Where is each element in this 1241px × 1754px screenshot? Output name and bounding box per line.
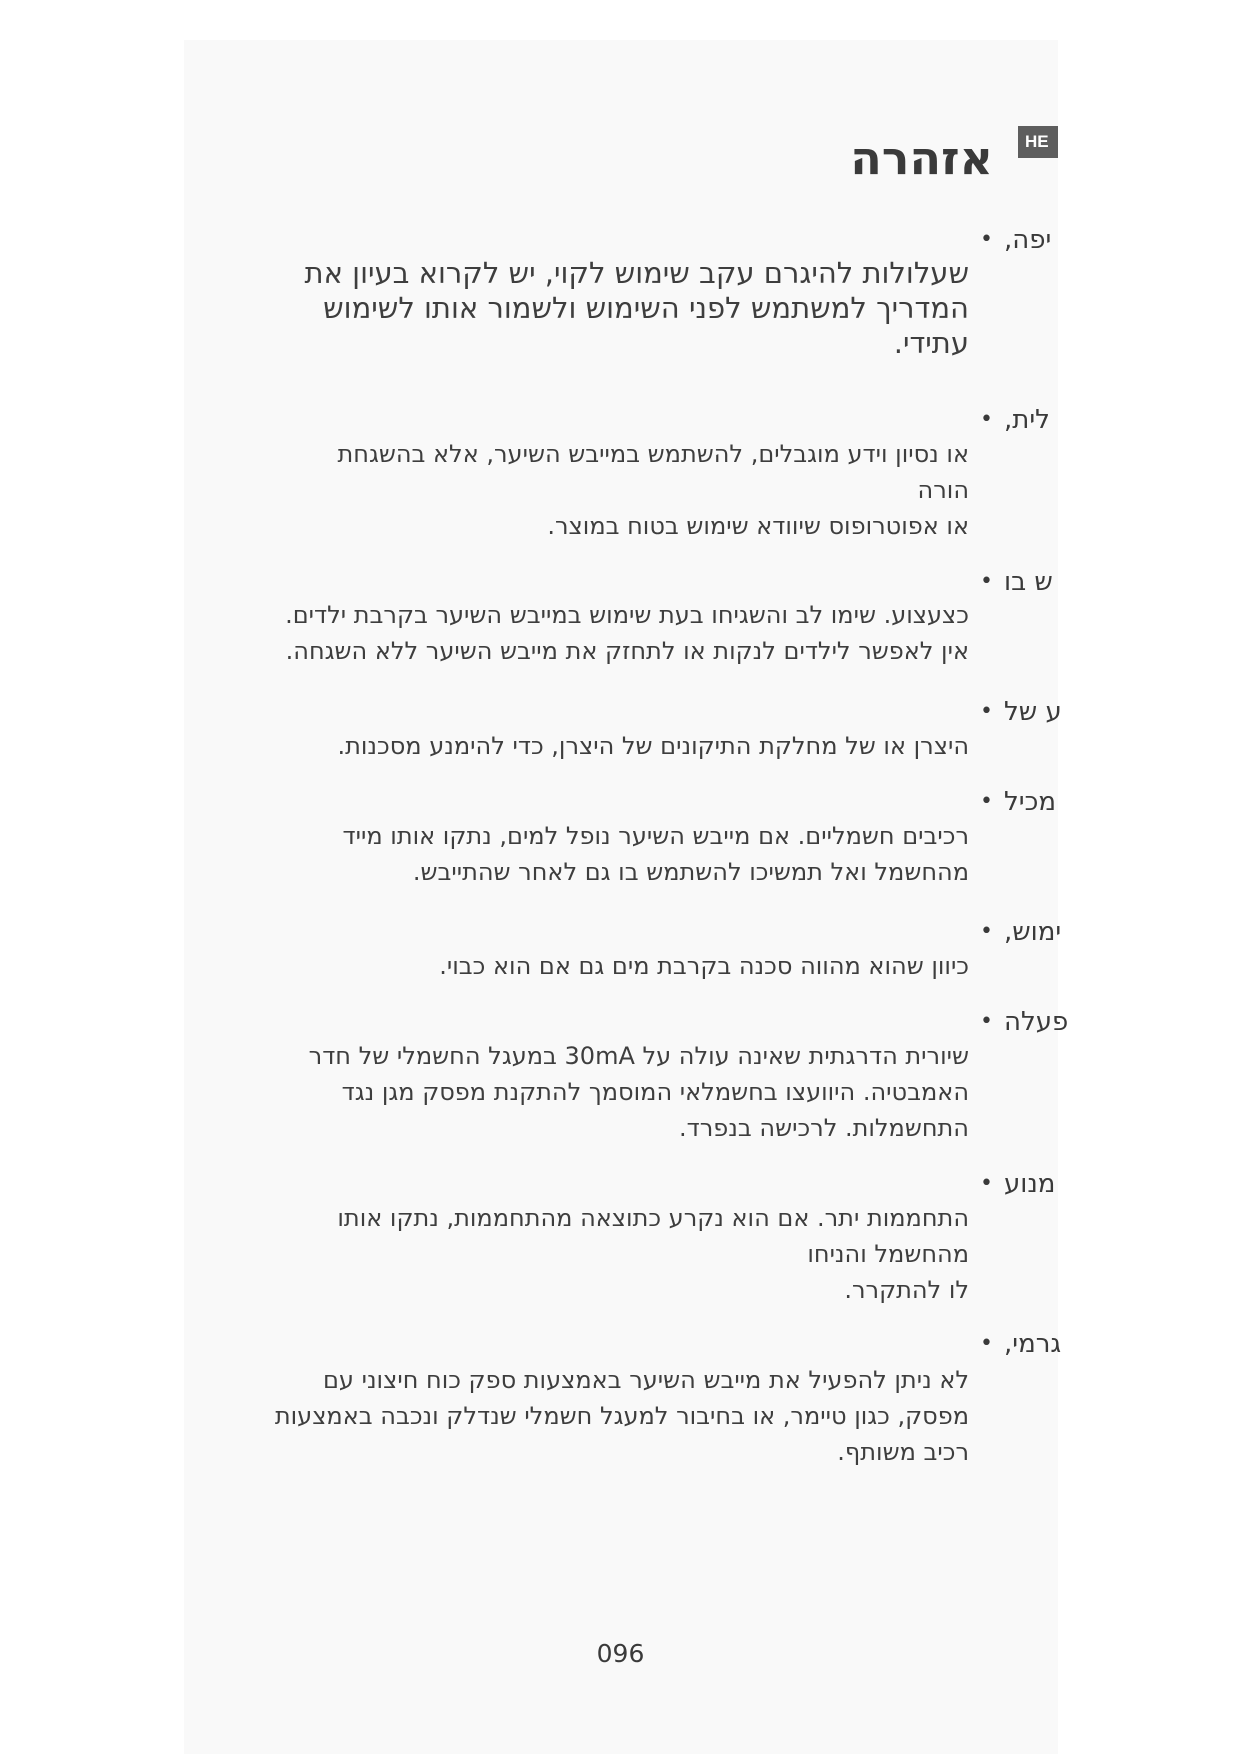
page-number: 096 xyxy=(596,1639,645,1668)
bullet-clipped-text: ע של xyxy=(1004,697,1062,727)
paragraph-line: לו להתקרר. xyxy=(844,1276,969,1304)
paragraph-line: שיורית הדרגתית שאינה עולה על 30mA במעגל החשמלי של חדר xyxy=(308,1042,969,1070)
bullet-item-3 xyxy=(980,564,1058,600)
bullet-clipped-text: יפה, xyxy=(1004,225,1052,255)
bullet-item-2 xyxy=(980,402,1058,438)
paragraph-line: היצרן או של מחלקת התיקונים של היצרן, כדי להימנע מסכנות. xyxy=(337,732,969,760)
warning-paragraph-2 xyxy=(337,436,969,544)
bullet-item-8 xyxy=(980,1166,1058,1202)
warning-paragraph-7 xyxy=(309,1038,969,1146)
paragraph-line: האמבטיה. היוועצו בחשמלאי המוסמך להתקנת מפסק מגן נגד xyxy=(341,1078,969,1106)
paragraph-line: או אפוטרופוס שיוודא שימוש בטוח במוצר. xyxy=(547,512,969,540)
warning-paragraph-8 xyxy=(337,1200,969,1308)
paragraph-line: רכיב משותף. xyxy=(837,1438,969,1466)
paragraph-line: מהחשמל ואל תמשיכו להשתמש בו גם לאחר שהתייבש. xyxy=(412,858,969,886)
bullet-dot-icon: • xyxy=(980,1331,993,1356)
language-badge: HE xyxy=(1018,126,1058,158)
paragraph-line: הורה xyxy=(917,476,969,504)
page-title: אזהרה xyxy=(850,131,993,185)
warning-paragraph-5 xyxy=(343,818,969,890)
paragraph-line: מפסק, כגון טיימר, או בחיבור למעגל חשמלי שנדלק ונכבה באמצעות xyxy=(274,1402,969,1430)
bullet-dot-icon: • xyxy=(980,919,993,944)
paragraph-line: לא ניתן להפעיל את מייבש השיער באמצעות ספק כוח חיצוני עם xyxy=(323,1366,969,1394)
bullet-clipped-text: גרמי, xyxy=(1004,1329,1062,1359)
bullet-item-5 xyxy=(980,784,1058,820)
paragraph-line: שעלולות להיגרם עקב שימוש לקוי, יש לקרוא בעיון את xyxy=(304,256,969,290)
paragraph-line: אין לאפשר לילדים לנקות או לתחזק את מייבש השיער ללא השגחה. xyxy=(285,637,969,665)
paragraph-line: המדריך למשתמש לפני השימוש ולשמור אותו לשימוש xyxy=(323,291,969,325)
bullet-item-7 xyxy=(980,1004,1069,1040)
bullet-clipped-text: פעלה xyxy=(1004,1007,1069,1037)
warning-paragraph-9 xyxy=(275,1362,969,1470)
paragraph-line: התחשמלות. לרכישה בנפרד. xyxy=(679,1114,969,1142)
bullet-dot-icon: • xyxy=(980,227,993,252)
bullet-item-9 xyxy=(980,1326,1062,1362)
bullet-item-4 xyxy=(980,694,1062,730)
warning-paragraph-4 xyxy=(337,728,969,764)
bullet-dot-icon: • xyxy=(980,1009,993,1034)
bullet-clipped-text: ימוש, xyxy=(1004,917,1062,947)
bullet-dot-icon: • xyxy=(980,1171,993,1196)
bullet-dot-icon: • xyxy=(980,407,993,432)
bullet-clipped-text: מנוע xyxy=(1004,1169,1056,1199)
bullet-clipped-text: מכיל xyxy=(1004,787,1056,817)
bullet-item-1 xyxy=(980,222,1058,258)
paragraph-line: רכיבים חשמליים. אם מייבש השיער נופל למים, נתקו אותו מייד xyxy=(342,822,969,850)
bullet-dot-icon: • xyxy=(980,789,993,814)
bullet-dot-icon: • xyxy=(980,569,993,594)
paragraph-line: כיוון שהוא מהווה סכנה בקרבת מים גם אם הוא כבוי. xyxy=(439,952,969,980)
paragraph-line: עתידי. xyxy=(893,326,969,360)
warning-paragraph-1 xyxy=(305,256,969,361)
warning-paragraph-6 xyxy=(439,948,969,984)
paragraph-line: כצעצוע. שימו לב והשגיחו בעת שימוש במייבש השיער בקרבת ילדים. xyxy=(285,601,969,629)
bullet-clipped-text: ש בו xyxy=(1004,567,1053,597)
bullet-dot-icon: • xyxy=(980,699,993,724)
bullet-clipped-text: לית, xyxy=(1004,405,1050,435)
bullet-item-6 xyxy=(980,914,1062,950)
warning-paragraph-3 xyxy=(285,597,969,669)
paragraph-line: או נסיון וידע מוגבלים, להשתמש במייבש השיער, אלא בהשגחת xyxy=(337,440,969,468)
paragraph-line: התחממות יתר. אם הוא נקרע כתוצאה מהתחממות, נתקו אותו xyxy=(337,1204,969,1232)
paragraph-line: מהחשמל והניחו xyxy=(807,1240,969,1268)
